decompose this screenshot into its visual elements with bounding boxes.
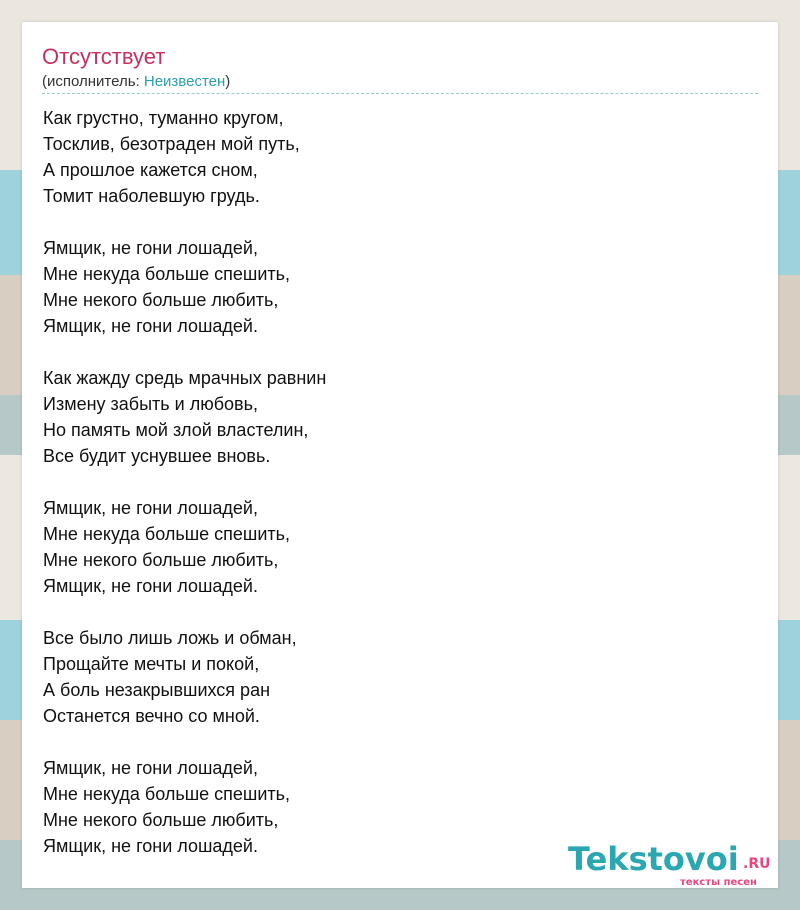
lyric-line: Ямщик, не гони лошадей.: [43, 836, 258, 856]
lyric-line: Прощайте мечты и покой,: [43, 654, 260, 674]
lyric-line: Ямщик, не гони лошадей,: [43, 498, 258, 518]
logo-tagline: тексты песен: [680, 877, 757, 888]
stanza-gap: [43, 729, 743, 755]
lyric-line: Ямщик, не гони лошадей.: [43, 576, 258, 596]
lyric-line: Все было лишь ложь и обман,: [43, 628, 297, 648]
lyrics-body: [43, 105, 743, 859]
stanza-gap: [43, 209, 743, 235]
site-logo[interactable]: [568, 839, 778, 889]
stanza-gap: [43, 339, 743, 365]
lyric-line: Тосклив, безотраден мой путь,: [43, 134, 300, 154]
logo-domain: .RU: [743, 856, 771, 872]
stanza-gap: [43, 469, 743, 495]
lyric-line: Мне некого больше любить,: [43, 290, 279, 310]
lyric-line: Но память мой злой властелин,: [43, 420, 309, 440]
artist-prefix: (исполнитель:: [42, 73, 144, 90]
lyric-line: А боль незакрывшихся ран: [43, 680, 271, 700]
lyric-line: Как жажду средь мрачных равнин: [43, 368, 327, 388]
artist-line: [42, 73, 230, 91]
lyric-line: Мне некуда больше спешить,: [43, 524, 291, 544]
artist-suffix: ): [225, 73, 231, 90]
lyric-line: Останется вечно со мной.: [43, 706, 260, 726]
artist-link[interactable]: Неизвестен: [143, 73, 226, 90]
lyric-line: Мне некуда больше спешить,: [43, 784, 291, 804]
lyric-line: Мне некого больше любить,: [43, 810, 279, 830]
lyric-line: Ямщик, не гони лошадей.: [43, 316, 258, 336]
lyric-line: Мне некуда больше спешить,: [43, 264, 291, 284]
lyric-line: Томит наболевшую грудь.: [43, 186, 260, 206]
logo-wordmark: Tekstovoi: [568, 840, 739, 878]
lyric-line: Все будит уснувшее вновь.: [43, 446, 271, 466]
lyric-line: Измену забыть и любовь,: [43, 394, 258, 414]
lyric-line: Ямщик, не гони лошадей,: [43, 758, 258, 778]
lyric-line: Ямщик, не гони лошадей,: [43, 238, 258, 258]
lyric-line: Как грустно, туманно кругом,: [43, 108, 284, 128]
stanza-gap: [43, 599, 743, 625]
song-title: Отсутствует: [42, 44, 166, 69]
lyric-line: А прошлое кажется сном,: [43, 160, 258, 180]
divider: [42, 93, 758, 94]
lyrics-card: [22, 22, 778, 888]
lyric-line: Мне некого больше любить,: [43, 550, 279, 570]
